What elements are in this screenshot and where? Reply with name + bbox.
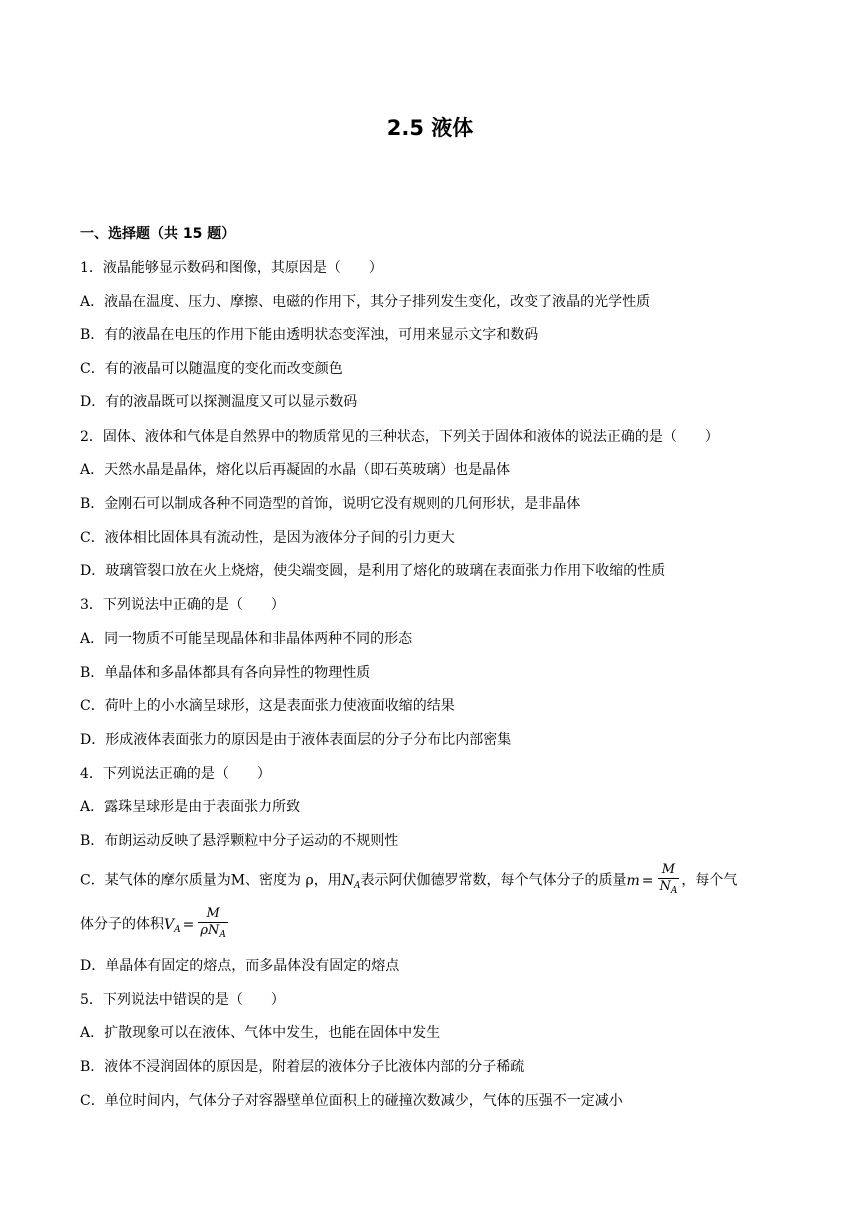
question-1-option-a: A．液晶在温度、压力、摩擦、电磁的作用下，其分子排列发生变化，改变了液晶的光学性质 bbox=[80, 294, 651, 310]
question-1-option-c: C．有的液晶可以随温度的变化而改变颜色 bbox=[80, 361, 343, 377]
question-4-option-c-text-2: 表示阿伏伽德罗常数，每个气体分子的质量 bbox=[360, 872, 627, 889]
question-5-stem: 5．下列说法中错误的是（ ） bbox=[80, 992, 285, 1008]
section-heading: 一、选择题（共 15 题） bbox=[80, 226, 236, 242]
question-3-option-b: B．单晶体和多晶体都具有各向异性的物理性质 bbox=[80, 665, 371, 681]
question-4-option-a: A．露珠呈球形是由于表面张力所致 bbox=[80, 799, 301, 815]
question-4-option-c-text-3: ，每个气 bbox=[681, 872, 738, 889]
question-2-option-c: C．液体相比固体具有流动性，是因为液体分子间的引力更大 bbox=[80, 530, 455, 546]
question-4-stem: 4．下列说法正确的是（ ） bbox=[80, 766, 271, 782]
mass-formula: m = $\frac{M}{N_A}$ bbox=[626, 873, 681, 889]
question-1-stem: 1．液晶能够显示数码和图像，其原因是（ ） bbox=[80, 260, 383, 276]
question-3-option-c: C．荷叶上的小水滴呈球形，这是表面张力使液面收缩的结果 bbox=[80, 698, 455, 714]
question-4-option-d: D．单晶体有固定的熔点，而多晶体没有固定的熔点 bbox=[80, 958, 400, 974]
question-4-option-b: B．布朗运动反映了悬浮颗粒中分子运动的不规则性 bbox=[80, 833, 399, 849]
question-5-option-b: B．液体不浸润固体的原因是，附着层的液体分子比液体内部的分子稀疏 bbox=[80, 1059, 525, 1075]
question-1-option-d: D．有的液晶既可以探测温度又可以显示数码 bbox=[80, 394, 358, 410]
question-3-option-d: D．形成液体表面张力的原因是由于液体表面层的分子分布比内部密集 bbox=[80, 732, 512, 748]
question-4-option-c-text-1: C．某气体的摩尔质量为M、密度为 ρ，用 bbox=[80, 872, 342, 889]
volume-formula: $V_A$ = $\frac{M}{\rho N_A}$ bbox=[164, 917, 230, 933]
question-2-option-a: A．天然水晶是晶体，熔化以后再凝固的水晶（即石英玻璃）也是晶体 bbox=[80, 462, 511, 478]
question-4-option-c bbox=[80, 862, 780, 903]
question-2-option-d: D．玻璃管裂口放在火上烧熔，使尖端变圆，是利用了熔化的玻璃在表面张力作用下收缩的性质 bbox=[80, 563, 666, 579]
question-5-option-a: A．扩散现象可以在液体、气体中发生，也能在固体中发生 bbox=[80, 1025, 441, 1041]
question-2-stem: 2．固体、液体和气体是自然界中的物质常见的三种状态，下列关于固体和液体的说法正确的是（ ） bbox=[80, 429, 719, 445]
question-5-option-c: C．单位时间内，气体分子对容器壁单位面积上的碰撞次数减少，气体的压强不一定减小 bbox=[80, 1093, 623, 1109]
question-4-option-c-text-4: 体分子的体积 bbox=[80, 916, 164, 933]
question-3-stem: 3．下列说法中正确的是（ ） bbox=[80, 597, 285, 613]
question-3-option-a: A．同一物质不可能呈现晶体和非晶体两种不同的形态 bbox=[80, 631, 413, 647]
question-2-option-b: B．金刚石可以制成各种不同造型的首饰，说明它没有规则的几何形状，是非晶体 bbox=[80, 496, 581, 512]
question-1-option-b: B．有的液晶在电压的作用下能由透明状态变浑浊，可用来显示文字和数码 bbox=[80, 327, 539, 343]
page-title: 2.5 液体 bbox=[386, 116, 474, 140]
avogadro-symbol: $N_A$ bbox=[341, 872, 361, 891]
question-4-option-c-continued bbox=[80, 906, 780, 947]
